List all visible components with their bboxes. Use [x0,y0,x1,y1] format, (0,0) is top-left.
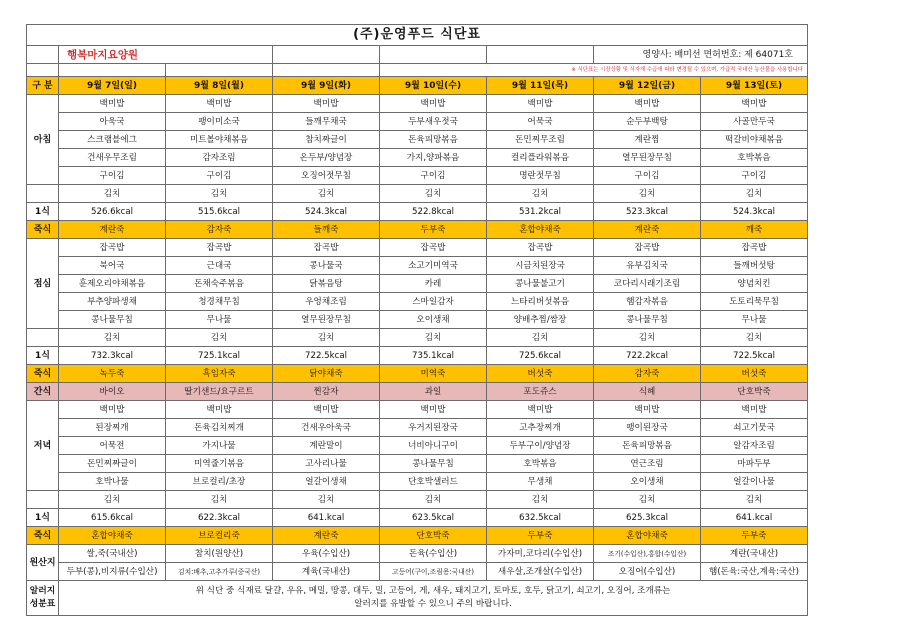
kcal-value: 725.1kcal [166,347,273,365]
menu-item: 잡곡밥 [487,239,594,257]
kcal-value: 735.1kcal [380,347,487,365]
snack-item: 딸기샌드/요구르트 [166,383,273,401]
porridge-row-label: 죽식 [27,221,59,239]
menu-item: 단호박샐러드 [380,473,487,491]
menu-item: 돈육피망볶음 [380,131,487,149]
menu-item: 사골만두국 [701,113,808,131]
kcal-row-label: 1식 [27,509,59,527]
origin-item: 새우살,조개살(수입산) [487,563,594,581]
menu-item: 계란말이 [273,437,380,455]
menu-item: 참치짜글이 [273,131,380,149]
menu-item: 어묵전 [59,437,166,455]
menu-item: 들깨무채국 [273,113,380,131]
menu-item: 양념치킨 [701,275,808,293]
menu-item: 구이김 [166,167,273,185]
menu-item: 느타리버섯볶음 [487,293,594,311]
menu-item: 김치 [487,329,594,347]
menu-item: 백미밥 [487,95,594,113]
menu-item: 근대국 [166,257,273,275]
snack-item: 포도쥬스 [487,383,594,401]
porridge-item: 녹두죽 [59,365,166,383]
porridge-item: 두부죽 [380,221,487,239]
header-label: 구 분 [27,77,59,95]
menu-item: 백미밥 [59,401,166,419]
menu-item: 백미밥 [701,95,808,113]
day-header: 9월 11일(목) [487,77,594,95]
menu-item: 콩나물무침 [380,455,487,473]
menu-item: 김치 [594,491,701,509]
menu-item: 잡곡밥 [59,239,166,257]
menu-item: 팽이미소국 [166,113,273,131]
menu-item: 백미밥 [594,401,701,419]
menu-item: 얼갈이나물 [701,473,808,491]
menu-item: 무나물 [166,311,273,329]
menu-item: 마파두부 [701,455,808,473]
menu-item: 미트볼야채볶음 [166,131,273,149]
menu-item: 시금치된장국 [487,257,594,275]
menu-item: 구이김 [59,167,166,185]
menu-item: 열무된장무침 [594,149,701,167]
menu-item: 김치 [487,185,594,203]
menu-item: 호박볶음 [487,455,594,473]
menu-item: 김치 [701,491,808,509]
menu-item: 스마일감자 [380,293,487,311]
menu-item: 두부새우젓국 [380,113,487,131]
kcal-row-label: 1식 [27,203,59,221]
menu-item: 김치 [59,329,166,347]
menu-item: 건새우아욱국 [273,419,380,437]
porridge-item: 감자죽 [166,221,273,239]
menu-item: 콩나물불고기 [487,275,594,293]
menu-item: 잡곡밥 [166,239,273,257]
menu-item: 햄감자볶음 [594,293,701,311]
menu-item: 돈민찌짜글이 [59,455,166,473]
menu-item: 두부구이/양념장 [487,437,594,455]
porridge-item: 계란죽 [594,221,701,239]
kcal-value: 722.5kcal [701,347,808,365]
day-header: 9월 12일(금) [594,77,701,95]
menu-item: 구이김 [380,167,487,185]
origin-item: 조기(수입산),홍합(수입산) [594,545,701,563]
menu-item: 콩나물무침 [594,311,701,329]
menu-item: 백미밥 [273,401,380,419]
menu-item: 김치 [380,491,487,509]
menu-item: 브로컬리/초장 [166,473,273,491]
porridge-item: 혼합야채죽 [487,221,594,239]
porridge-row-label: 죽식 [27,365,59,383]
menu-item: 청경채무침 [166,293,273,311]
kcal-row-label: 1식 [27,347,59,365]
porridge-item: 브로컬리죽 [166,527,273,545]
kcal-value: 632.5kcal [487,509,594,527]
menu-item: 구이김 [701,167,808,185]
menu-item: 김치 [594,329,701,347]
kcal-value: 623.5kcal [380,509,487,527]
menu-item: 김치 [59,185,166,203]
kcal-value: 722.5kcal [273,347,380,365]
institution-name: 행복마지요양원 [59,46,273,64]
menu-item: 돈육피망볶음 [594,437,701,455]
menu-item: 훈제오리야채볶음 [59,275,166,293]
menu-item: 스크램블에그 [59,131,166,149]
menu-item: 백미밥 [59,95,166,113]
menu-item: 고사리나물 [273,455,380,473]
porridge-item: 단호박죽 [380,527,487,545]
menu-item: 김치 [166,185,273,203]
menu-item: 북어국 [59,257,166,275]
menu-item: 백미밥 [594,95,701,113]
menu-change-note: ※ 식단표는 시장상황 및 식자재 수급에 따라 변경될 수 있으며, 가급적 국내산 농산물을 사용합니다 [380,64,808,77]
menu-item: 코다리시래기조림 [594,275,701,293]
menu-item: 우거지된장국 [380,419,487,437]
menu-item: 오이생채 [594,473,701,491]
kcal-value: 622.3kcal [166,509,273,527]
menu-item: 무생채 [487,473,594,491]
origin-item: 참치(원양산) [166,545,273,563]
kcal-value: 732.3kcal [59,347,166,365]
menu-item: 팽이된장국 [594,419,701,437]
menu-item: 도토리묵무침 [701,293,808,311]
menu-item: 김치 [273,185,380,203]
menu-item: 김치 [166,491,273,509]
page-title: (주)운영푸드 식단표 [27,25,808,46]
menu-item: 미역줄기볶음 [166,455,273,473]
menu-item: 유부김치국 [594,257,701,275]
menu-item: 무나물 [701,311,808,329]
menu-item: 김치 [487,491,594,509]
menu-item: 김치 [59,491,166,509]
menu-item: 오징어젓무침 [273,167,380,185]
menu-item: 명란젓무침 [487,167,594,185]
menu-item: 가지나물 [166,437,273,455]
allergy-section-label [27,581,59,616]
porridge-item: 미역죽 [380,365,487,383]
porridge-item: 들깨죽 [273,221,380,239]
day-header: 9월 8일(월) [166,77,273,95]
origin-item: 가자미,코다리(수입산) [487,545,594,563]
porridge-item: 감자죽 [594,365,701,383]
origin-item: 우육(수입산) [273,545,380,563]
kcal-value: 522.8kcal [380,203,487,221]
kcal-value: 524.3kcal [273,203,380,221]
menu-item: 우엉채조림 [273,293,380,311]
menu-item: 들깨버섯탕 [701,257,808,275]
snack-item: 식혜 [594,383,701,401]
menu-item: 김치 [380,329,487,347]
menu-item: 돈육김치찌개 [166,419,273,437]
menu-item: 너비아니구이 [380,437,487,455]
porridge-item: 계란죽 [59,221,166,239]
menu-item: 돈민찌무조림 [487,131,594,149]
origin-item: 쌀,죽(국내산) [59,545,166,563]
snack-item: 단호박죽 [701,383,808,401]
day-header: 9월 13일(토) [701,77,808,95]
porridge-item: 두부죽 [487,527,594,545]
menu-item: 부추양파생채 [59,293,166,311]
kcal-value: 625.3kcal [594,509,701,527]
menu-item: 얼갈이생채 [273,473,380,491]
dinner-section-label: 저녁 [27,401,59,491]
kcal-value: 515.6kcal [166,203,273,221]
menu-item: 호박나물 [59,473,166,491]
day-header: 9월 7일(일) [59,77,166,95]
kcal-value: 641.kcal [701,509,808,527]
kcal-value: 641.kcal [273,509,380,527]
menu-item: 연근조림 [594,455,701,473]
origin-item: 계란(국내산) [701,545,808,563]
menu-item: 백미밥 [701,401,808,419]
menu-item: 백미밥 [380,95,487,113]
menu-item: 김치 [701,329,808,347]
porridge-item: 버섯죽 [487,365,594,383]
kcal-value: 524.3kcal [701,203,808,221]
menu-item: 떡갈비야채볶음 [701,131,808,149]
origin-item: 고등어(구이,조림용:국내산) [380,563,487,581]
porridge-item: 흑임자죽 [166,365,273,383]
menu-item: 김치 [273,491,380,509]
menu-item: 오이생채 [380,311,487,329]
menu-item: 건새우무조림 [59,149,166,167]
menu-item: 잡곡밥 [273,239,380,257]
porridge-item: 버섯죽 [701,365,808,383]
snack-item: 바이오 [59,383,166,401]
snack-item: 과일 [380,383,487,401]
origin-item: 김치:배추,고추가루(중국산) [166,563,273,581]
menu-item: 컬리플라워볶음 [487,149,594,167]
menu-item: 열무된장무침 [273,311,380,329]
menu-item: 호박볶음 [701,149,808,167]
menu-item: 계란찜 [594,131,701,149]
kcal-value: 722.2kcal [594,347,701,365]
menu-item: 구이김 [594,167,701,185]
origin-section-label: 원산지 [27,545,59,581]
allergy-label-line1: 알러지 [29,586,56,596]
kcal-value: 531.2kcal [487,203,594,221]
menu-item: 어묵국 [487,113,594,131]
menu-table [26,24,808,616]
day-header: 9월 9일(화) [273,77,380,95]
kcal-value: 725.6kcal [487,347,594,365]
allergy-label-line2: 성분표 [29,599,56,609]
menu-item: 된장찌개 [59,419,166,437]
menu-item: 돈채숙주볶음 [166,275,273,293]
menu-item: 백미밥 [166,401,273,419]
allergy-line2: 알러지를 유발할 수 있으니 주의 바랍니다. [354,599,512,609]
menu-item: 양배추찜/쌈장 [487,311,594,329]
allergy-line1: 위 식단 중 식재료 달걀, 우유, 메밀, 땅콩, 대두, 밀, 고등어, 게, 새우, 돼지고기, 토마토, 호두, 닭고기, 쇠고기, 오징어, 조개류는 [195,586,671,596]
menu-item: 백미밥 [273,95,380,113]
menu-item: 소고기미역국 [380,257,487,275]
origin-item: 오징어(수입산) [594,563,701,581]
porridge-item: 두부죽 [701,527,808,545]
kcal-value: 526.6kcal [59,203,166,221]
menu-item: 잡곡밥 [380,239,487,257]
porridge-row-label: 죽식 [27,527,59,545]
day-header: 9월 10일(수) [380,77,487,95]
kcal-value: 615.6kcal [59,509,166,527]
porridge-item: 계란죽 [273,527,380,545]
porridge-item: 닭야채죽 [273,365,380,383]
snack-item: 찐감자 [273,383,380,401]
breakfast-section-label: 아침 [27,95,59,185]
menu-item: 아욱국 [59,113,166,131]
menu-item: 백미밥 [487,401,594,419]
menu-item: 콩나물무침 [59,311,166,329]
menu-item: 순두부백탕 [594,113,701,131]
porridge-item: 혼합야채죽 [594,527,701,545]
menu-item: 백미밥 [166,95,273,113]
porridge-item: 깨죽 [701,221,808,239]
menu-item: 쇠고기뭇국 [701,419,808,437]
kcal-value: 523.3kcal [594,203,701,221]
menu-item: 김치 [380,185,487,203]
menu-item: 카레 [380,275,487,293]
nutritionist-info: 영양사: 배미선 면허번호: 제 64071호 [594,46,808,64]
menu-item: 감자조림 [166,149,273,167]
origin-item: 돈육(수입산) [380,545,487,563]
menu-item: 닭볶음탕 [273,275,380,293]
menu-item: 김치 [594,185,701,203]
origin-item: 두부(콩),비지류(수입산) [59,563,166,581]
menu-item: 김치 [273,329,380,347]
origin-item: 햄(돈육:국산,계육:국산) [701,563,808,581]
menu-item: 온두부/양념장 [273,149,380,167]
lunch-section-label: 점심 [27,239,59,329]
menu-item: 김치 [701,185,808,203]
porridge-item: 혼합야채죽 [59,527,166,545]
allergy-message [59,581,808,616]
menu-item: 백미밥 [380,401,487,419]
menu-item: 알감자조림 [701,437,808,455]
menu-item: 고추장찌개 [487,419,594,437]
menu-item: 잡곡밥 [701,239,808,257]
snack-row-label: 간식 [27,383,59,401]
menu-item: 가지,양파볶음 [380,149,487,167]
menu-item: 잡곡밥 [594,239,701,257]
menu-item: 콩나물국 [273,257,380,275]
origin-item: 계육(국내산) [273,563,380,581]
menu-item: 김치 [166,329,273,347]
